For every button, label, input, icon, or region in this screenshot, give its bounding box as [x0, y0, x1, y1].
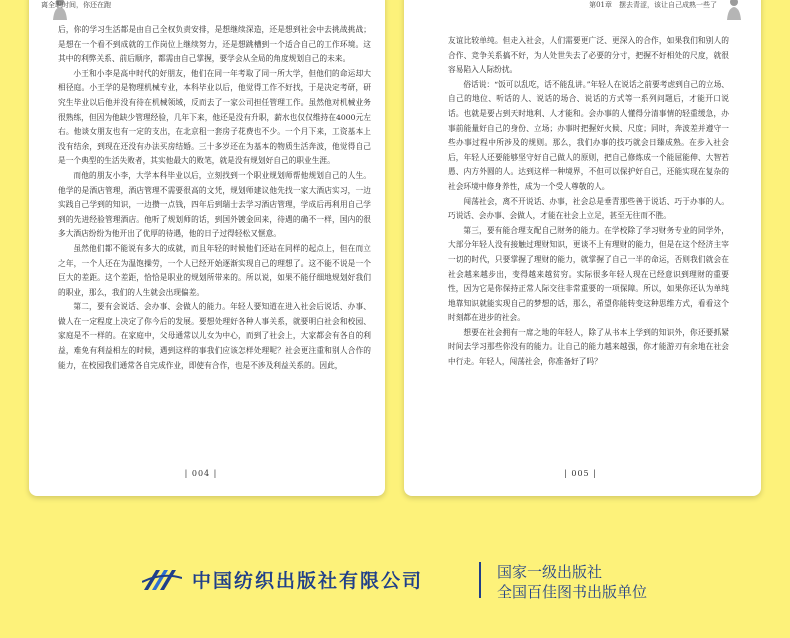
publisher-name: 中国纺织出版社有限公司: [192, 570, 424, 592]
publisher-tagline: 全国百佳图书出版单位: [497, 583, 648, 601]
paragraph: 友谊比较单纯。但走入社会，人们需要更广泛、更深入的合作，如果我们和别人的合作、竞争关系搞不好，为人处世失去了必要的分寸，把握不好相处的尺度，就很容易陷入人际纷扰。: [448, 36, 729, 75]
paragraph: 想要在社会拥有一席之地的年轻人，除了从书本上学到的知识外，你还要抓紧时间去学习那些你没有的能力。让自己的能力越来越强，你才能游刃有余地在社会中行走。年轻人，闯荡社会，你准备好了吗？: [448, 327, 729, 367]
paragraph: 后，你的学习生活都是由自己全权负责安排，是想继续深造，还是想到社会中去挑战挑战；是想在一个看不到成就的工作岗位上继续努力，还是想跳槽到一个适合自己的工作环境。这其中的利弊关系、前后顺序，都需由自己掌握，要学会从全局的角度规划自己的未来。: [58, 25, 371, 64]
paragraph: 第二，要有会说话、会办事、会做人的能力。年轻人要知道在进入社会后说话、办事、做人在一定程度上决定了你今后的发展。要想处理好各种人事关系，就要明白社会和校园、家庭是不一样的。在家庭中，父母通常以儿女为中心，而到了社会上，大家都会有各自的利益，难免有利益相左的时候，遇到这样的事我们应该怎样处理呢？社会更注重和别人合作的能力，在校园我们通常各自完成作业，即使有合作，也是不涉及利益关系的。因此，: [58, 302, 371, 370]
reader-figure-icon: [721, 0, 747, 20]
footer-divider: [479, 562, 481, 598]
right-book-page: [404, 0, 761, 496]
left-book-page: [29, 0, 385, 496]
body-text: [58, 23, 371, 373]
paragraph: 小王和小李是高中时代的好朋友，他们在同一年考取了同一所大学，但他们的命运却大相径庭。小王学的是物理机械专业，本科毕业以后，他觉得工作不好找，于是决定考研，研究生毕业以后他并没有待在机械领域，反而去了一家公司担任管理工作。虽然他对机械业务很熟练，但因为他缺少管理经验，几年下来，他还是没有升职，薪水也仅仅维持在4000元左右。他谈女朋友也有一定的支出，在北京租一套房子花费也不少。一个月下来，工资基本上没有结余，到现在还没有办法买房结婚。三十多岁还在为基本的物质生活奔波，他觉得自己是一个典型的生活失败者，其实他最大的败笔，就是没有规划好自己的职业生涯。: [58, 68, 371, 166]
page-number: | 005 |: [564, 469, 597, 478]
paragraph: 俗话说：“饭可以乱吃，话不能乱讲。”年轻人在说话之前要考虑到自己的立场、自己的地位、听话的人、说话的场合、说话的方式等一系列问题后，才能开口说话。也就是要占到天时地利、人才能和。会办事的人懂得分清事情的轻重缓急，办事前能量好自己的身份、立场；办事时把握好火候、尺度；同时，奔波差并遵守一些办事过程中所涉及的规则。那么，我们办事的技巧就会日臻成熟。在步入社会后，年轻人还要能够坚守好自己做人的原则，把自己修炼成一个能屈能伸、大智若愚、内方外圆的人。达到这样一种境界，不但可以保护好自己，还能实现在复杂的社会环境中修身养性，成为一个受人尊敬的人。: [448, 79, 729, 191]
body-text: [448, 34, 729, 370]
paragraph: 闯荡社会，离不开说话、办事，社会总是垂青那些善于说话、巧于办事的人。巧说话、会办事、会做人，才能在社会上立足，甚至无往而不胜。: [448, 196, 729, 221]
page-header: 第01章 摆去青涩，该让自己成熟一些了: [589, 1, 717, 9]
page-number: | 004 |: [184, 469, 218, 478]
paragraph: 而他的朋友小李，大学本科毕业以后，立刻找到一个职业规划师帮他规划自己的人生。他学的是酒店管理，酒店管理不需要很高的文凭，规划师建议他先找一家大酒店实习，一边实践自己学到的知识，一边攒一点钱，四年后到瑞士去学习酒店管理，学成后再利用自己学到的先进经验管理酒店。他听了规划师的话，到国外镀金回来，待遇的确不一样，国内的很多大酒店纷纷为他开出了优厚的待遇，他的日子过得轻松又惬意。: [58, 170, 371, 239]
paragraph: 虽然他们都不能说有多大的成就，而且年轻的时候他们还站在同样的起点上，但在而立之年，一个人还在为温饱操劳，一个人已经开始逐渐实现自己的理想了。这不能不说是一个巨大的差距。这个差距，恰恰是职业的规划所带来的。所以说，如果不能仔细地规划好我们的职业，那么，我们的人生就会出现偏差。: [58, 243, 371, 297]
page-header: 离全职时间，你还在跑: [41, 1, 111, 9]
wave-stripes-logo-icon: [142, 564, 182, 594]
paragraph: 第三，要有能合理支配自己财务的能力。在学校除了学习财务专业的同学外，大部分年轻人没有接触过理财知识，更谈不上有理财的能力，但是在这个经济主宰一切的时代，只要掌握了理财的能力，就掌握了自己一半的命运，否则我们就会在社会越来越步出，变得越来越贫穷。实际很多年轻人现在已经意识到理财的重要性，因为它是你保持正常人际交往非常重要的一项保障。所以，如果你还认为单纯地靠知识就能实现自己的梦想的话，那么，希望你能转变这种思维方式，看看这个时刻都在进步的社会。: [448, 225, 729, 323]
publisher-tagline: 国家一级出版社: [497, 563, 603, 581]
